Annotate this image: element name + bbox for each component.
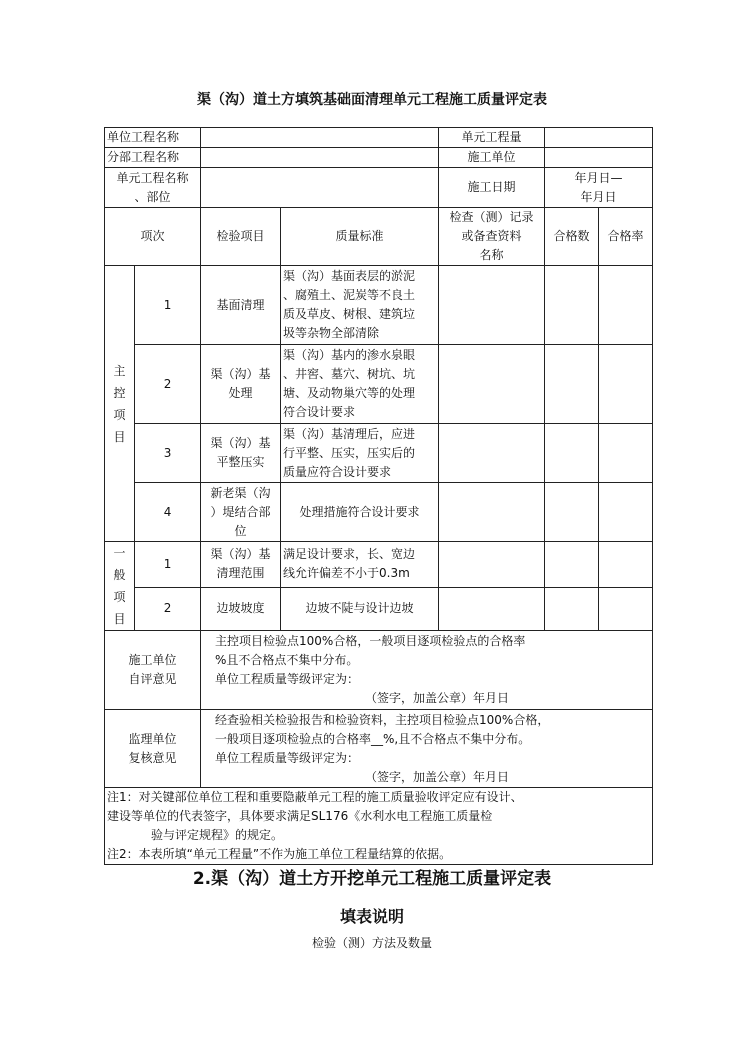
group-char: 般 [113, 568, 126, 582]
row-item-line: 渠（沟）基 [210, 367, 271, 381]
element-name-label-line: 、部位 [134, 189, 171, 204]
row-standard [281, 587, 439, 630]
group-char: 项 [113, 407, 126, 422]
row-item-line: 新老渠（沟 [210, 485, 271, 500]
row-count-cell[interactable] [545, 542, 599, 588]
row-item [201, 587, 281, 630]
date-line: 年月日— [574, 170, 623, 185]
self-eval-line: %且不合格点不集中分布。 [215, 653, 359, 667]
sub-project-value[interactable] [201, 148, 439, 168]
row-item-line: 边坡坡度 [216, 601, 265, 616]
row-no: 2 [135, 587, 201, 630]
column-qualified-count: 合格数 [545, 208, 599, 266]
standard-line: 行平整、压实，压实后的 [283, 445, 416, 460]
group-char: 目 [113, 429, 126, 444]
row-standard [281, 542, 439, 588]
column-qualified-rate: 合格率 [599, 208, 653, 266]
column-record-line: 名称 [479, 248, 504, 262]
group-char: 主 [113, 363, 126, 378]
row-no: 1 [135, 542, 201, 588]
construction-date-value[interactable] [545, 168, 653, 208]
group-char: 控 [113, 385, 126, 400]
note-line: 注2：本表所填“单元工程量”不作为施工单位工程量结算的依据。 [107, 847, 452, 861]
row-count-cell[interactable] [545, 424, 599, 483]
row-count-cell[interactable] [545, 483, 599, 542]
fill-instructions-title: 填表说明 [339, 907, 404, 926]
column-record [439, 208, 545, 266]
row-standard [281, 345, 439, 424]
unit-quantity-value[interactable] [545, 128, 653, 148]
note-line: 验与评定规程》的规定。 [151, 828, 284, 842]
standard-line: 渠（沟）基内的渗水泉眼 [283, 348, 416, 362]
column-inspection-item: 检验项目 [201, 208, 281, 266]
row-no: 4 [135, 483, 201, 542]
row-rate-cell[interactable] [599, 424, 653, 483]
row-record-cell[interactable] [439, 266, 545, 345]
unit-quantity-label: 单元工程量 [439, 128, 545, 148]
standard-line: 渠（沟）基清理后，应进 [283, 426, 416, 441]
self-eval-line: 单位工程质量等级评定为： [215, 672, 360, 686]
element-name-label [105, 168, 201, 208]
group-char: 项 [113, 590, 126, 604]
date-line: 年月日 [580, 189, 617, 204]
row-item-line: 渠（沟）基 [210, 436, 271, 450]
unit-project-value[interactable] [201, 128, 439, 148]
row-item [201, 542, 281, 588]
row-item [201, 424, 281, 483]
group-char: 一 [113, 546, 126, 560]
column-record-line: 或备查资料 [461, 229, 522, 243]
standard-line: 线允许偏差不小于0.3m [283, 566, 410, 581]
row-no: 2 [135, 345, 201, 424]
main-control-group-label [105, 266, 135, 542]
self-eval-label-line: 施工单位 [128, 653, 177, 667]
row-item-line: ）堤结合部 [210, 504, 271, 519]
page-title: 渠（沟）道土方填筑基础面清理单元工程施工质量评定表 [197, 92, 547, 108]
row-item-line: 处理 [228, 386, 253, 400]
row-record-cell[interactable] [439, 587, 545, 630]
section-2-title: 2.渠（沟）道土方开挖单元工程施工质量评定表 [192, 869, 552, 889]
row-standard [281, 483, 439, 542]
supervision-line: 一般项目逐项检验点的合格率__%,且不合格点不集中分布。 [215, 731, 531, 746]
construction-date-label: 施工日期 [439, 168, 545, 208]
note-line: 注1：对关键部位单位工程和重要隐蔽单元工程的施工质量验收评定应有设计、 [107, 790, 523, 804]
supervision-line: 单位工程质量等级评定为： [215, 750, 360, 765]
column-quality-standard: 质量标准 [281, 208, 439, 266]
self-eval-line: 主控项目检验点100%合格，一般项目逐项检验点的合格率 [215, 634, 526, 648]
standard-line: 塘、及动物巢穴等的处理 [283, 386, 416, 400]
row-item-line: 位 [234, 523, 247, 538]
self-eval-content[interactable] [201, 631, 653, 710]
standard-line: 、井窖、墓穴、树坑、坑 [283, 367, 416, 381]
standard-line: 、腐殖土、泥炭等不良土 [283, 288, 416, 302]
row-record-cell[interactable] [439, 345, 545, 424]
standard-line: 满足设计要求，长、宽边 [283, 547, 416, 562]
column-record-line: 检查（测）记录 [449, 210, 534, 224]
row-item-line: 平整压实 [216, 455, 265, 469]
row-rate-cell[interactable] [599, 266, 653, 345]
row-item-line: 清理范围 [216, 566, 265, 581]
row-item-line: 渠（沟）基 [210, 547, 271, 562]
supervision-label [105, 710, 201, 788]
standard-line: 质量应符合设计要求 [283, 464, 392, 479]
sub-project-label: 分部工程名称 [105, 148, 201, 168]
self-eval-signature: （签字，加盖公章）年月日 [365, 691, 510, 705]
row-record-cell[interactable] [439, 542, 545, 588]
construction-unit-value[interactable] [545, 148, 653, 168]
notes-cell [105, 788, 653, 865]
row-item [201, 483, 281, 542]
row-standard [281, 266, 439, 345]
unit-project-label: 单位工程名称 [105, 128, 201, 148]
row-item [201, 345, 281, 424]
group-char: 目 [113, 612, 126, 626]
supervision-label-line: 复核意见 [128, 750, 177, 765]
row-no: 3 [135, 424, 201, 483]
construction-unit-label: 施工单位 [439, 148, 545, 168]
supervision-content[interactable] [201, 710, 653, 788]
row-item [201, 266, 281, 345]
row-standard [281, 424, 439, 483]
row-item-line: 基面清理 [216, 297, 265, 312]
supervision-label-line: 监理单位 [128, 731, 177, 746]
method-line: 检验（测）方法及数量 [311, 936, 432, 950]
standard-line: 处理措施符合设计要求 [299, 504, 420, 519]
row-no: 1 [135, 266, 201, 345]
standard-line: 渠（沟）基面表层的淤泥 [283, 269, 416, 283]
row-count-cell[interactable] [545, 266, 599, 345]
standard-line: 边坡不陡与设计边坡 [305, 601, 414, 616]
row-rate-cell[interactable] [599, 542, 653, 588]
standard-line: 质及草皮、树根、建筑垃 [283, 307, 416, 321]
note-line: 建设等单位的代表签字，具体要求满足SL176《水利水电工程施工质量检 [107, 809, 493, 823]
row-count-cell[interactable] [545, 587, 599, 630]
supervision-signature: （签字，加盖公章）年月日 [365, 769, 510, 784]
row-record-cell[interactable] [439, 483, 545, 542]
standard-line: 符合设计要求 [283, 405, 356, 419]
supervision-line: 经查验相关检验报告和检验资料，主控项目检验点100%合格， [215, 712, 550, 727]
self-eval-label [105, 631, 201, 710]
row-count-cell[interactable] [545, 345, 599, 424]
self-eval-label-line: 自评意见 [128, 672, 177, 686]
row-rate-cell[interactable] [599, 587, 653, 630]
standard-line: 圾等杂物全部清除 [283, 326, 380, 340]
row-rate-cell[interactable] [599, 483, 653, 542]
element-name-label-line: 单元工程名称 [116, 170, 189, 185]
quality-evaluation-table [104, 127, 653, 865]
row-rate-cell[interactable] [599, 345, 653, 424]
row-record-cell[interactable] [439, 424, 545, 483]
general-group-label [105, 542, 135, 631]
element-name-value[interactable] [201, 168, 439, 208]
column-item-no: 项次 [105, 208, 201, 266]
